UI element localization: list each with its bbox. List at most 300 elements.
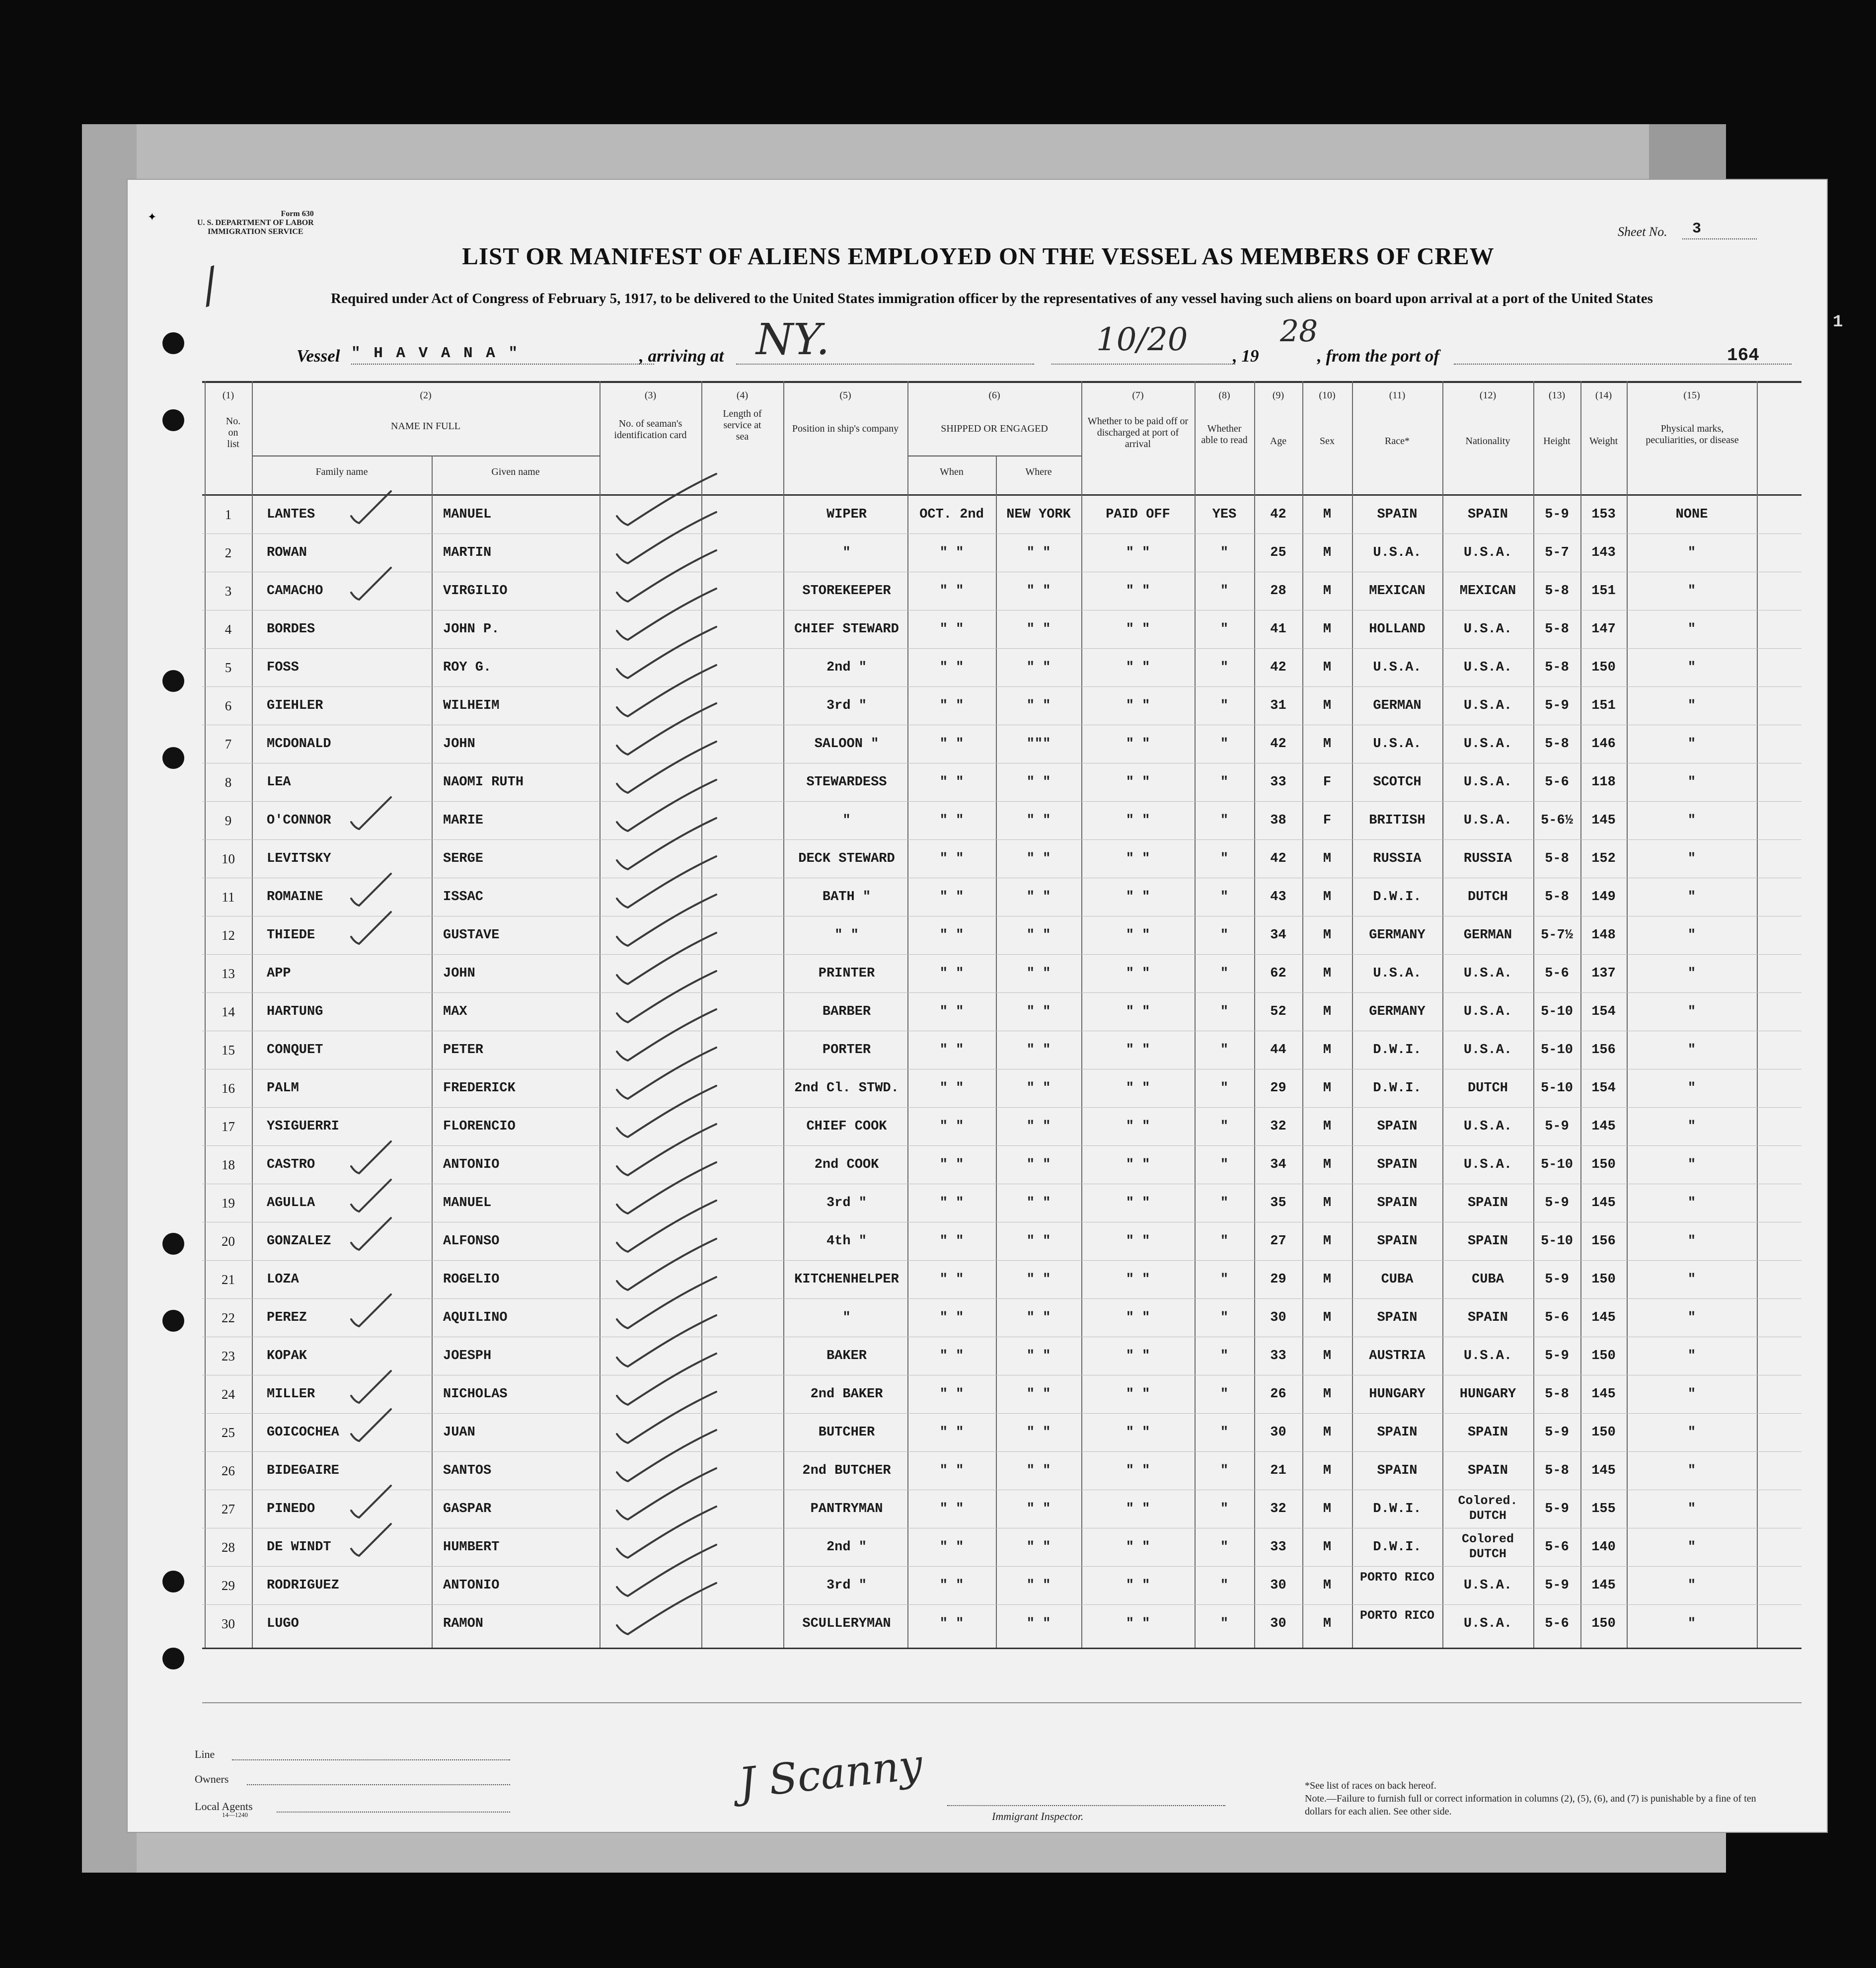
cell-when: " " <box>939 545 964 560</box>
cell-marks: " <box>1687 1540 1696 1555</box>
name-check-mark <box>351 568 391 600</box>
cell-nationality: U.S.A. <box>1463 966 1512 981</box>
cell-paid: " " <box>1126 622 1150 637</box>
cell-nationality: U.S.A. <box>1463 813 1512 828</box>
cell-no: 13 <box>222 966 235 981</box>
cell-marks: " <box>1687 1234 1696 1249</box>
cell-weight: 154 <box>1591 1081 1616 1096</box>
cell-height: 5-9 <box>1545 1425 1569 1440</box>
cell-family: MILLER <box>267 1387 315 1402</box>
cell-sex: M <box>1323 698 1332 713</box>
cell-family: THIEDE <box>267 928 315 943</box>
cell-family: HARTUNG <box>267 1004 323 1019</box>
cell-race: SPAIN <box>1377 1196 1418 1211</box>
cell-given: NAOMI RUTH <box>443 775 524 790</box>
cell-given: MANUEL <box>443 507 492 522</box>
cell-when: " " <box>939 622 964 637</box>
col-num-8: (8) <box>1218 390 1230 401</box>
arriving-port: NY. <box>756 315 830 365</box>
cell-race: SPAIN <box>1377 1463 1418 1478</box>
cell-nationality: U.S.A. <box>1463 775 1512 790</box>
punch-hole <box>162 670 184 692</box>
punch-hole <box>162 409 184 431</box>
cell-sex: M <box>1323 1119 1332 1134</box>
check-mark <box>617 1124 716 1175</box>
cell-position: BATH " <box>822 890 871 905</box>
cell-sex: F <box>1323 775 1332 790</box>
check-mark <box>617 550 716 602</box>
cell-where: " " <box>1026 966 1051 981</box>
cell-where: " " <box>1026 928 1051 943</box>
cell-paid: " " <box>1126 545 1150 560</box>
cell-height: 5-7½ <box>1541 928 1573 943</box>
cell-when: " " <box>939 737 964 752</box>
cell-sex: M <box>1323 1310 1332 1325</box>
cell-when: " " <box>939 1272 964 1287</box>
cell-race: GERMAN <box>1373 698 1422 713</box>
cell-no: 12 <box>222 928 235 943</box>
cell-family: ROWAN <box>267 545 307 560</box>
footer-line-field <box>232 1759 510 1760</box>
form-number: Form 630 <box>281 210 314 218</box>
cell-paid: " " <box>1126 584 1150 599</box>
cell-sex: M <box>1323 1234 1332 1249</box>
cell-paid: " " <box>1126 1463 1150 1478</box>
cell-family: BORDES <box>267 622 315 637</box>
cell-weight: 151 <box>1591 584 1616 599</box>
cell-read: " <box>1220 1119 1229 1134</box>
cell-where: " " <box>1026 1119 1051 1134</box>
cell-where: " " <box>1026 1502 1051 1516</box>
cell-sex: M <box>1323 545 1332 560</box>
col-num-9: (9) <box>1272 390 1284 401</box>
cell-paid: PAID OFF <box>1106 507 1170 522</box>
cell-given: AQUILINO <box>443 1310 508 1325</box>
cell-nationality: DUTCH <box>1467 1081 1508 1096</box>
cell-height: 5-9 <box>1545 1502 1569 1516</box>
cell-given: JUAN <box>443 1425 475 1440</box>
cell-when: " " <box>939 1119 964 1134</box>
cell-marks: " <box>1687 1272 1696 1287</box>
check-mark <box>617 665 716 716</box>
cell-race: D.W.I. <box>1373 1081 1422 1096</box>
cell-where: " " <box>1026 1157 1051 1172</box>
cell-read: " <box>1220 1349 1229 1363</box>
cell-paid: " " <box>1126 698 1150 713</box>
cell-nationality: SPAIN <box>1467 1234 1508 1249</box>
cell-no: 15 <box>222 1043 235 1058</box>
cell-marks: " <box>1687 660 1696 675</box>
cell-when: " " <box>939 1540 964 1555</box>
cell-paid: " " <box>1126 1043 1150 1058</box>
cell-read: " <box>1220 1081 1229 1096</box>
cell-nationality: SPAIN <box>1467 507 1508 522</box>
cell-given: ROY G. <box>443 660 492 675</box>
cell-paid: " " <box>1126 1234 1150 1249</box>
cell-given: SANTOS <box>443 1463 492 1478</box>
cell-nationality: U.S.A. <box>1463 1349 1512 1363</box>
cell-weight: 145 <box>1591 1463 1616 1478</box>
check-mark <box>617 589 716 640</box>
cell-race: BRITISH <box>1369 813 1426 828</box>
cell-when: " " <box>939 890 964 905</box>
cell-when: " " <box>939 1387 964 1402</box>
col-label-race: Race* <box>1385 436 1410 447</box>
cell-no: 21 <box>222 1272 235 1287</box>
cell-paid: " " <box>1126 1425 1150 1440</box>
sheet-number-label: Sheet No. <box>1618 225 1667 239</box>
cell-marks: " <box>1687 775 1696 790</box>
cell-height: 5-10 <box>1541 1081 1573 1096</box>
subheader-family-name: Family name <box>315 466 368 477</box>
check-mark <box>617 1239 716 1290</box>
cell-race: PORTO RICO <box>1359 1608 1435 1623</box>
cell-position: WIPER <box>826 507 867 522</box>
cell-where: " " <box>1026 1043 1051 1058</box>
cell-paid: " " <box>1126 1349 1150 1363</box>
col-num-11: (11) <box>1389 390 1406 401</box>
check-mark <box>617 627 716 678</box>
cell-marks: " <box>1687 1043 1696 1058</box>
cell-family: LEA <box>267 775 291 790</box>
cell-age: 33 <box>1270 1349 1286 1363</box>
check-mark <box>617 512 716 563</box>
cell-weight: 150 <box>1591 1616 1616 1631</box>
col-label-paid-off: Whether to be paid off or discharged at port of arrival <box>1087 416 1189 450</box>
cell-age: 42 <box>1270 660 1286 675</box>
cell-weight: 145 <box>1591 813 1616 828</box>
name-check-mark <box>351 1294 391 1326</box>
department-seal-icon: ✦ <box>148 211 157 223</box>
cell-nationality: RUSSIA <box>1463 851 1512 866</box>
arriving-port-line <box>736 364 1034 365</box>
cell-race: U.S.A. <box>1373 545 1422 560</box>
cell-where: " " <box>1026 1196 1051 1211</box>
cell-paid: " " <box>1126 890 1150 905</box>
cell-when: " " <box>939 1310 964 1325</box>
cell-marks: " <box>1687 928 1696 943</box>
name-check-mark <box>351 1524 391 1556</box>
cell-age: 26 <box>1270 1387 1286 1402</box>
cell-family: APP <box>267 966 291 981</box>
cell-position: STOREKEEPER <box>802 584 891 599</box>
cell-weight: 145 <box>1591 1310 1616 1325</box>
cell-nationality: Colored. DUTCH <box>1458 1494 1518 1523</box>
cell-when: " " <box>939 1425 964 1440</box>
cell-height: 5-6 <box>1545 1310 1569 1325</box>
col-label-weight: Weight <box>1589 436 1618 447</box>
check-mark <box>617 1009 716 1060</box>
cell-where: " " <box>1026 584 1051 599</box>
cell-height: 5-6½ <box>1541 813 1573 828</box>
cell-read: " <box>1220 1502 1229 1516</box>
check-mark <box>617 703 716 755</box>
cell-nationality: Colored DUTCH <box>1461 1532 1514 1561</box>
cell-read: " <box>1220 622 1229 637</box>
cell-height: 5-9 <box>1545 1578 1569 1593</box>
cell-when: " " <box>939 813 964 828</box>
check-mark <box>617 1048 716 1099</box>
cell-given: ISSAC <box>443 890 484 905</box>
cell-sex: M <box>1323 928 1332 943</box>
cell-paid: " " <box>1126 1157 1150 1172</box>
cell-where: " " <box>1026 1234 1051 1249</box>
cell-height: 5-9 <box>1545 698 1569 713</box>
cell-weight: 151 <box>1591 698 1616 713</box>
cell-no: 4 <box>225 622 232 637</box>
cell-when: " " <box>939 584 964 599</box>
col-label-position: Position in ship's company <box>792 423 899 434</box>
cell-where: " " <box>1026 851 1051 866</box>
check-mark <box>617 971 716 1022</box>
cell-where: " " <box>1026 1616 1051 1631</box>
cell-family: YSIGUERRI <box>267 1119 339 1134</box>
from-port-label: , from the port of <box>1317 346 1439 366</box>
cell-position: CHIEF STEWARD <box>794 622 899 637</box>
punch-hole <box>162 1648 184 1669</box>
cell-paid: " " <box>1126 928 1150 943</box>
cell-weight: 145 <box>1591 1578 1616 1593</box>
cell-where: """ <box>1026 737 1051 752</box>
cell-given: PETER <box>443 1043 484 1058</box>
cell-given: ANTONIO <box>443 1157 500 1172</box>
cell-given: FLORENCIO <box>443 1119 516 1134</box>
col-label-name-in-full: NAME IN FULL <box>391 421 460 432</box>
cell-age: 35 <box>1270 1196 1286 1211</box>
cell-height: 5-8 <box>1545 584 1569 599</box>
cell-read: " <box>1220 1578 1229 1593</box>
cell-marks: " <box>1687 1004 1696 1019</box>
cell-given: JOHN <box>443 966 475 981</box>
cell-read: " <box>1220 545 1229 560</box>
cell-family: LOZA <box>267 1272 299 1287</box>
name-check-mark <box>351 1180 391 1211</box>
cell-age: 30 <box>1270 1616 1286 1631</box>
cell-where: " " <box>1026 1463 1051 1478</box>
cell-when: " " <box>939 1043 964 1058</box>
cell-paid: " " <box>1126 813 1150 828</box>
cell-when: " " <box>939 928 964 943</box>
inspector-signature: J Scanny <box>736 1740 925 1808</box>
cell-marks: " <box>1687 1578 1696 1593</box>
cell-race: CUBA <box>1381 1272 1414 1287</box>
cell-sex: M <box>1323 966 1332 981</box>
cell-marks: " <box>1687 1387 1696 1402</box>
cell-age: 34 <box>1270 928 1286 943</box>
cell-sex: M <box>1323 1578 1332 1593</box>
name-check-mark <box>351 1218 391 1250</box>
cell-weight: 145 <box>1591 1119 1616 1134</box>
cell-no: 26 <box>222 1463 235 1478</box>
cell-where: " " <box>1026 1081 1051 1096</box>
cell-given: MARTIN <box>443 545 492 560</box>
cell-weight: 156 <box>1591 1043 1616 1058</box>
check-mark <box>617 1468 716 1519</box>
cell-paid: " " <box>1126 966 1150 981</box>
cell-weight: 118 <box>1591 775 1616 790</box>
cell-age: 21 <box>1270 1463 1286 1478</box>
cell-marks: " <box>1687 584 1696 599</box>
cell-no: 23 <box>222 1349 235 1363</box>
penalty-note: Note.—Failure to furnish full or correct information in columns (2), (5), (6), and (7) is punishable by a fine of ten dollars for each alien. See other side. <box>1305 1793 1756 1817</box>
cell-weight: 149 <box>1591 890 1616 905</box>
cell-family: GOICOCHEA <box>267 1425 339 1440</box>
cell-family: DE WINDT <box>267 1540 331 1555</box>
cell-position: " <box>842 545 851 560</box>
cell-marks: " <box>1687 1157 1696 1172</box>
cell-position: KITCHENHELPER <box>794 1272 899 1287</box>
cell-weight: 153 <box>1591 507 1616 522</box>
cell-where: " " <box>1026 813 1051 828</box>
check-mark <box>617 1545 716 1596</box>
cell-height: 5-10 <box>1541 1043 1573 1058</box>
cell-sex: M <box>1323 1425 1332 1440</box>
department-name: U. S. DEPARTMENT OF LABOR <box>197 219 314 227</box>
cell-read: YES <box>1212 507 1237 522</box>
cell-position: 2nd Cl. STWD. <box>794 1081 899 1096</box>
cell-where: " " <box>1026 622 1051 637</box>
cell-given: GUSTAVE <box>443 928 500 943</box>
cell-read: " <box>1220 1425 1229 1440</box>
check-mark <box>617 780 716 831</box>
cell-position: PORTER <box>822 1043 871 1058</box>
cell-age: 33 <box>1270 775 1286 790</box>
cell-marks: " <box>1687 890 1696 905</box>
cell-age: 42 <box>1270 737 1286 752</box>
cell-position: BARBER <box>822 1004 871 1019</box>
cell-race: U.S.A. <box>1373 966 1422 981</box>
cell-where: " " <box>1026 1272 1051 1287</box>
cell-no: 28 <box>222 1540 235 1555</box>
cell-given: ANTONIO <box>443 1578 500 1593</box>
cell-nationality: U.S.A. <box>1463 1616 1512 1631</box>
cell-when: " " <box>939 1463 964 1478</box>
cell-height: 5-6 <box>1545 775 1569 790</box>
cell-marks: " <box>1687 1463 1696 1478</box>
cell-nationality: U.S.A. <box>1463 545 1512 560</box>
cell-race: U.S.A. <box>1373 737 1422 752</box>
cell-given: FREDERICK <box>443 1081 516 1096</box>
cell-no: 18 <box>222 1157 235 1172</box>
cell-race: SPAIN <box>1377 1234 1418 1249</box>
cell-race: HOLLAND <box>1369 622 1426 637</box>
cell-read: " <box>1220 660 1229 675</box>
cell-when: " " <box>939 1578 964 1593</box>
cell-family: CASTRO <box>267 1157 315 1172</box>
cell-no: 9 <box>225 813 232 828</box>
cell-weight: 152 <box>1591 851 1616 866</box>
cell-where: " " <box>1026 698 1051 713</box>
cell-given: RAMON <box>443 1616 484 1631</box>
cell-given: HUMBERT <box>443 1540 500 1555</box>
cell-given: ROGELIO <box>443 1272 500 1287</box>
cell-age: 42 <box>1270 851 1286 866</box>
cell-nationality: U.S.A. <box>1463 1004 1512 1019</box>
cell-paid: " " <box>1126 660 1150 675</box>
col-num-1: (1) <box>222 390 234 401</box>
check-mark <box>617 818 716 869</box>
col-num-15: (15) <box>1683 390 1700 401</box>
cell-no: 27 <box>222 1502 235 1516</box>
cell-nationality: U.S.A. <box>1463 1157 1512 1172</box>
cell-age: 29 <box>1270 1081 1286 1096</box>
cell-race: SPAIN <box>1377 1119 1418 1134</box>
races-note: *See list of races on back hereof. <box>1305 1780 1436 1791</box>
cell-age: 25 <box>1270 545 1286 560</box>
check-mark <box>617 1354 716 1405</box>
cell-where: " " <box>1026 660 1051 675</box>
cell-no: 29 <box>222 1578 235 1593</box>
cell-weight: 156 <box>1591 1234 1616 1249</box>
cell-height: 5-8 <box>1545 890 1569 905</box>
cell-no: 3 <box>225 584 232 599</box>
check-mark <box>617 1583 716 1634</box>
cell-family: O'CONNOR <box>267 813 331 828</box>
cell-height: 5-9 <box>1545 1272 1569 1287</box>
cell-paid: " " <box>1126 1616 1150 1631</box>
cell-read: " <box>1220 813 1229 828</box>
cell-where: " " <box>1026 1349 1051 1363</box>
cell-where: " " <box>1026 1387 1051 1402</box>
cell-given: WILHEIM <box>443 698 500 713</box>
cell-family: PINEDO <box>267 1502 315 1516</box>
cell-age: 30 <box>1270 1425 1286 1440</box>
cell-nationality: CUBA <box>1472 1272 1504 1287</box>
cell-no: 30 <box>222 1616 235 1631</box>
cell-sex: M <box>1323 1196 1332 1211</box>
manifest-sheet <box>127 179 1828 1833</box>
name-check-mark <box>351 797 391 829</box>
cell-position: PRINTER <box>818 966 875 981</box>
check-mark <box>617 895 716 946</box>
arrival-date-line <box>1051 364 1235 365</box>
col-label-physical-marks: Physical marks, peculiarities, or disease <box>1646 423 1739 446</box>
cell-where: " " <box>1026 890 1051 905</box>
footer-line-label: Line <box>195 1748 215 1760</box>
cell-position: 2nd BAKER <box>810 1387 883 1402</box>
cell-age: 41 <box>1270 622 1286 637</box>
service-name: IMMIGRATION SERVICE <box>208 227 303 236</box>
cell-nationality: U.S.A. <box>1463 622 1512 637</box>
cell-nationality: SPAIN <box>1467 1310 1508 1325</box>
cell-when: " " <box>939 966 964 981</box>
cell-nationality: SPAIN <box>1467 1463 1508 1478</box>
cell-when: " " <box>939 1234 964 1249</box>
check-mark <box>617 1392 716 1443</box>
cell-when: " " <box>939 1616 964 1631</box>
cell-height: 5-10 <box>1541 1004 1573 1019</box>
cell-where: " " <box>1026 1540 1051 1555</box>
cell-given: NICHOLAS <box>443 1387 508 1402</box>
cell-race: RUSSIA <box>1373 851 1422 866</box>
cell-sex: M <box>1323 584 1332 599</box>
arrival-date: 10/20 <box>1096 321 1188 358</box>
cell-position: 2nd " <box>826 1540 867 1555</box>
cell-no: 16 <box>222 1081 235 1096</box>
cell-marks: " <box>1687 813 1696 828</box>
cell-no: 8 <box>225 775 232 790</box>
cell-when: OCT. 2nd <box>919 507 984 522</box>
cell-read: " <box>1220 1043 1229 1058</box>
cell-no: 22 <box>222 1310 235 1325</box>
name-check-mark <box>351 491 391 523</box>
check-mark <box>617 1507 716 1558</box>
cell-when: " " <box>939 1004 964 1019</box>
cell-height: 5-7 <box>1545 545 1569 560</box>
cell-age: 33 <box>1270 1540 1286 1555</box>
cell-sex: M <box>1323 1081 1332 1096</box>
col-label-age: Age <box>1270 436 1287 447</box>
